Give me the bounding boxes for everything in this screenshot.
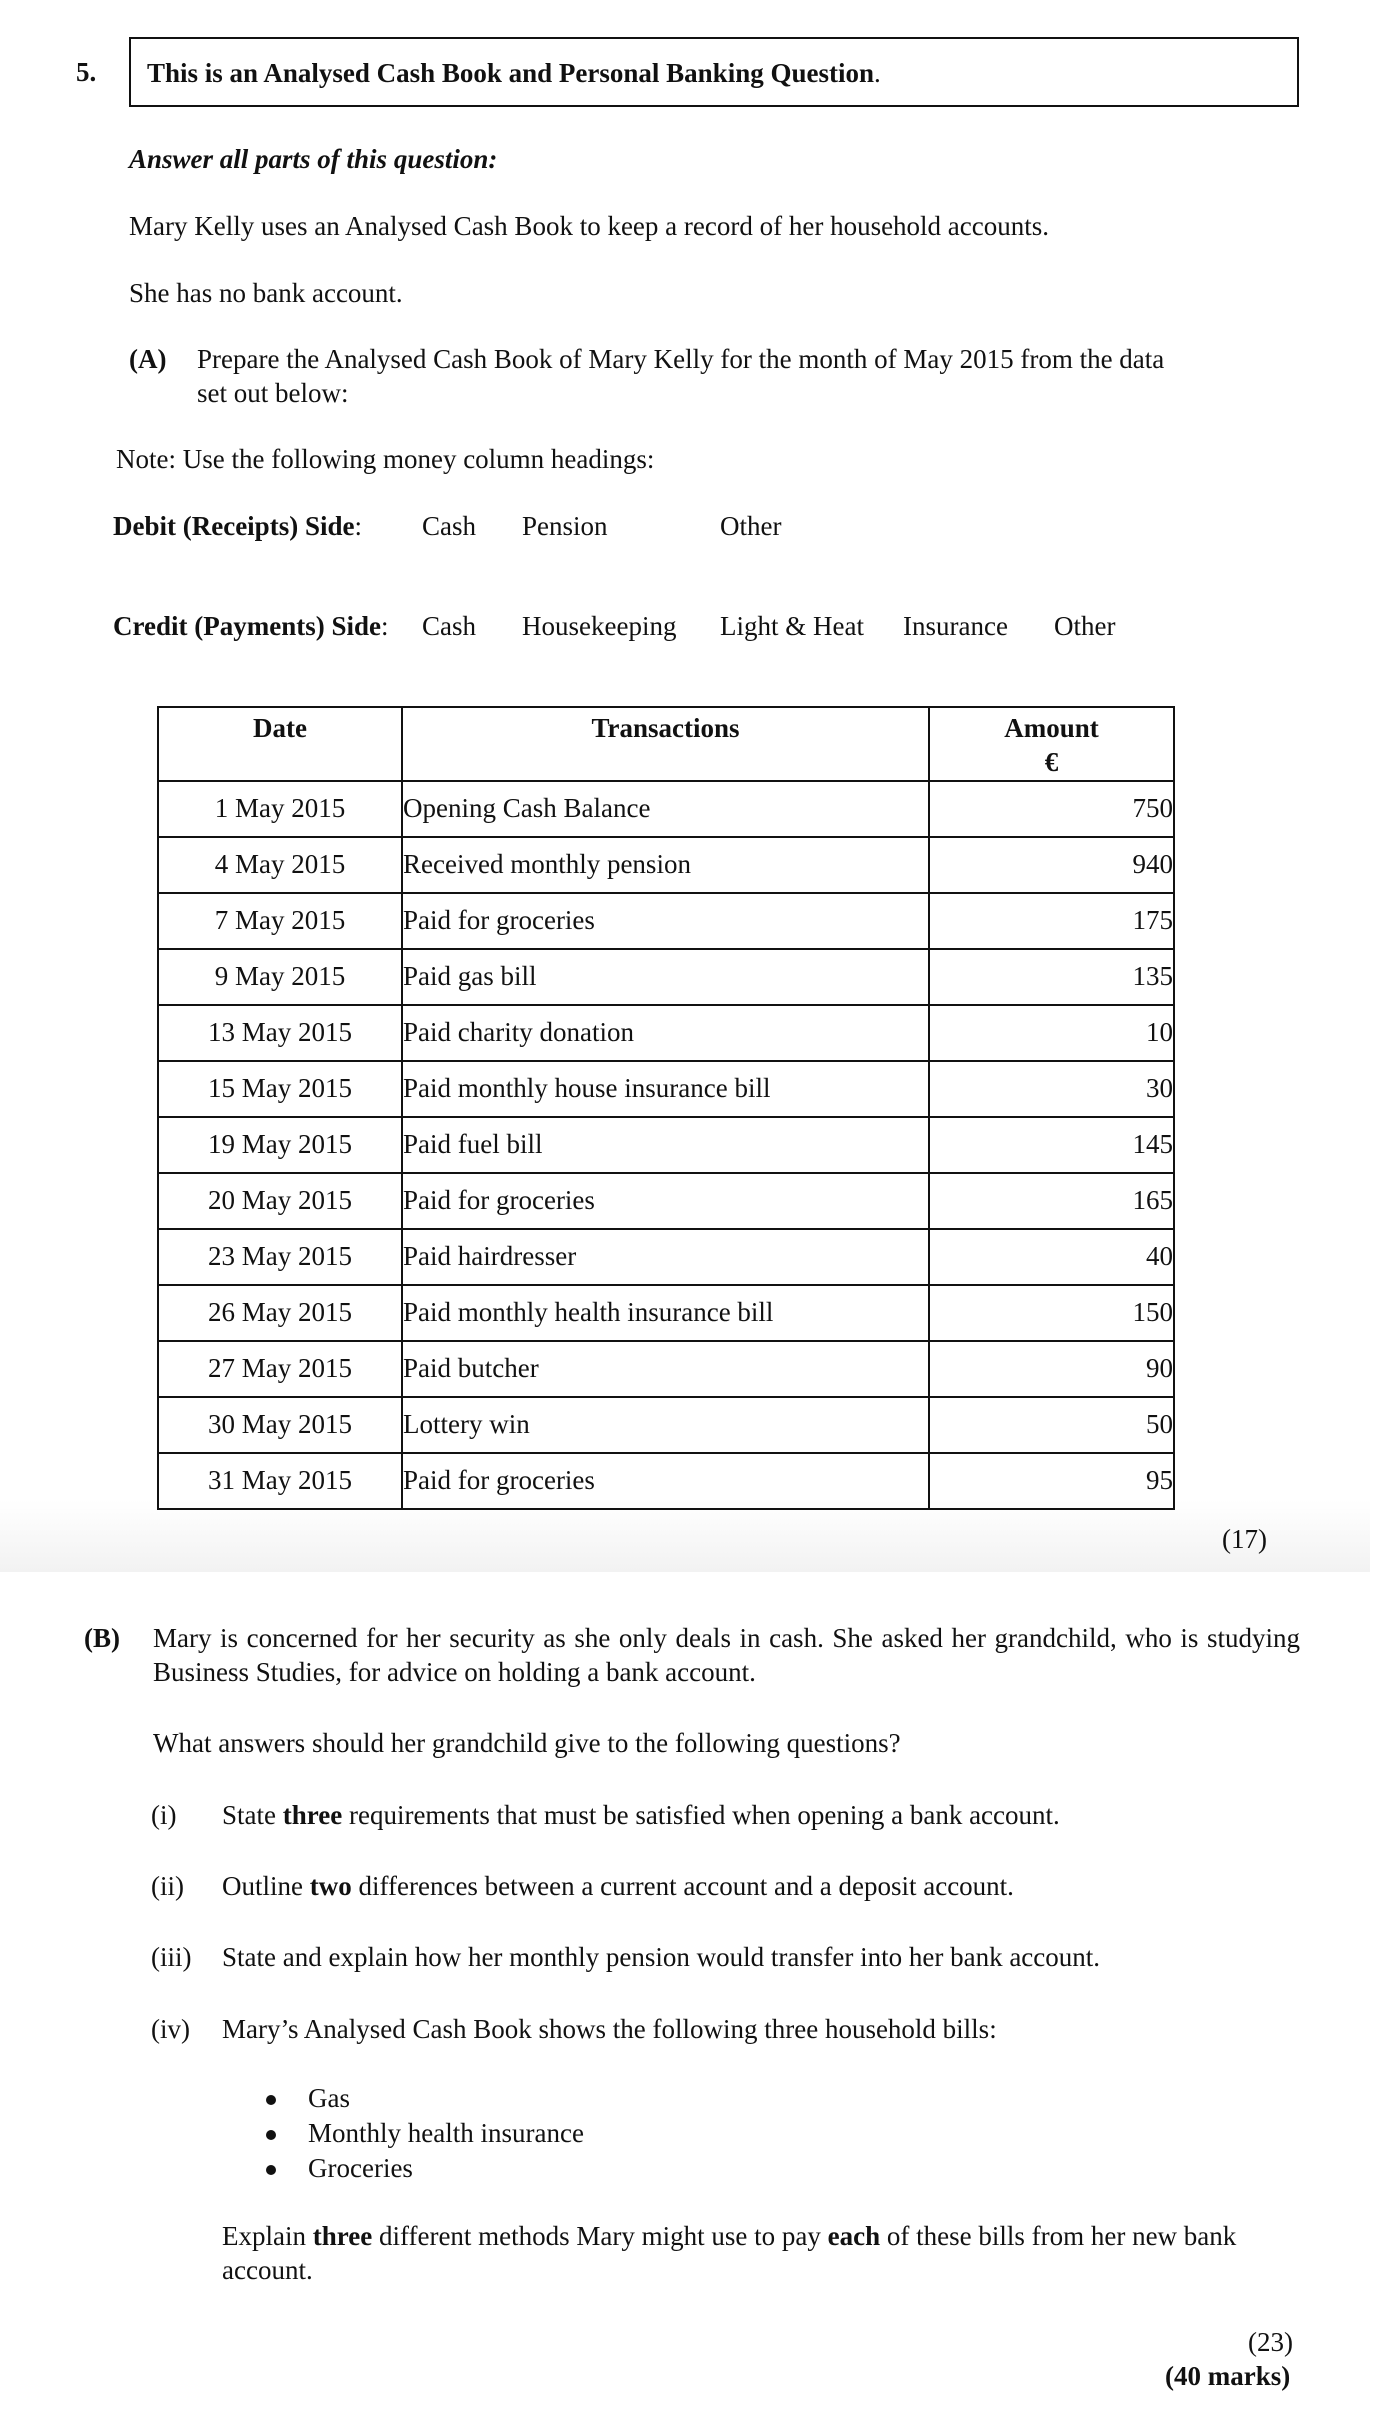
table-row: [158, 1397, 1174, 1453]
table-row: [158, 781, 1174, 837]
row-transaction: Paid for groceries: [402, 1453, 929, 1509]
table-row: [158, 1061, 1174, 1117]
explain-mid: different methods Mary might use to pay: [372, 2221, 828, 2251]
row-transaction: Paid hairdresser: [402, 1229, 929, 1285]
part-a-marks: (17): [1222, 1524, 1267, 1554]
table-row: [158, 949, 1174, 1005]
row-date: 7 May 2015: [158, 893, 402, 949]
header-amount-label: Amount: [1004, 713, 1099, 743]
debit-side-colon: :: [354, 511, 362, 541]
question-i-label: (i): [151, 1800, 177, 1830]
row-transaction: Paid for groceries: [402, 1173, 929, 1229]
part-b-marks: (23): [1248, 2327, 1293, 2357]
header-date: Date: [158, 707, 402, 781]
row-transaction: Lottery win: [402, 1397, 929, 1453]
row-date: 30 May 2015: [158, 1397, 402, 1453]
part-a-label: (A): [129, 344, 167, 374]
row-amount: 940: [929, 837, 1174, 893]
question-i-emphasis: three: [282, 1800, 343, 1830]
intro-paragraph-1: Mary Kelly uses an Analysed Cash Book to keep a record of her household accounts.: [129, 211, 1050, 241]
row-date: 13 May 2015: [158, 1005, 402, 1061]
row-transaction: Received monthly pension: [402, 837, 929, 893]
total-marks: (40 marks): [1165, 2361, 1291, 2391]
instruction-text: Answer all parts of this question: [129, 144, 489, 174]
table-row: [158, 1173, 1174, 1229]
table-row: [158, 893, 1174, 949]
credit-column-housekeeping: Housekeeping: [522, 611, 677, 641]
row-amount: 95: [929, 1453, 1174, 1509]
transactions-table: [157, 706, 1175, 1510]
credit-side-label: [113, 610, 389, 644]
row-amount: 175: [929, 893, 1174, 949]
row-amount: 165: [929, 1173, 1174, 1229]
part-b-question-intro: What answers should her grandchild give to the following questions?: [153, 1728, 901, 1758]
table-row: [158, 1285, 1174, 1341]
credit-column-cash: Cash: [422, 611, 476, 641]
table-row: [158, 1229, 1174, 1285]
instruction: [129, 143, 497, 177]
row-amount: 145: [929, 1117, 1174, 1173]
question-ii-label: (ii): [151, 1871, 184, 1901]
question-iv-label: (iv): [151, 2014, 190, 2044]
row-date: 19 May 2015: [158, 1117, 402, 1173]
row-date: 15 May 2015: [158, 1061, 402, 1117]
row-transaction: Paid for groceries: [402, 893, 929, 949]
explain-pre: Explain: [222, 2221, 313, 2251]
part-b-text: Mary is concerned for her security as she only deals in cash. She asked her grandchild, who is studying Business Studies, for advice on holding a bank account.: [153, 1623, 1300, 1687]
row-date: 20 May 2015: [158, 1173, 402, 1229]
debit-column-cash: Cash: [422, 511, 476, 541]
explain-emphasis-each: each: [827, 2221, 881, 2251]
question-i-text: [222, 1799, 1060, 1833]
table-row: [158, 1005, 1174, 1061]
table-row: [158, 837, 1174, 893]
table-row: [158, 1341, 1174, 1397]
part-b-label: (B): [84, 1623, 120, 1653]
credit-side-label-text: Credit (Payments) Side: [113, 611, 381, 641]
question-i-post: requirements that must be satisfied when opening a bank account.: [342, 1800, 1060, 1830]
row-amount: 135: [929, 949, 1174, 1005]
credit-side-colon: :: [380, 611, 389, 641]
row-date: 31 May 2015: [158, 1453, 402, 1509]
credit-column-insurance: Insurance: [903, 611, 1008, 641]
row-amount: 50: [929, 1397, 1174, 1453]
question-i-pre: State: [222, 1800, 283, 1830]
question-number: 5.: [76, 57, 97, 87]
list-item: Monthly health insurance: [262, 2117, 584, 2152]
header-transactions: Transactions: [402, 707, 929, 781]
row-date: 26 May 2015: [158, 1285, 402, 1341]
row-date: 4 May 2015: [158, 837, 402, 893]
debit-column-pension: Pension: [522, 511, 608, 541]
row-transaction: Paid monthly health insurance bill: [402, 1285, 929, 1341]
household-bills-list: [262, 2082, 584, 2187]
row-transaction: Paid butcher: [402, 1341, 929, 1397]
row-amount: 90: [929, 1341, 1174, 1397]
list-item: Groceries: [262, 2152, 584, 2187]
question-ii-post: differences between a current account and a deposit account.: [351, 1871, 1014, 1901]
table-row: [158, 1453, 1174, 1509]
row-date: 1 May 2015: [158, 781, 402, 837]
row-amount: 30: [929, 1061, 1174, 1117]
question-iv-text: Mary’s Analysed Cash Book shows the following three household bills:: [222, 2014, 997, 2044]
credit-column-other: Other: [1054, 611, 1116, 641]
question-iii-text: State and explain how her monthly pension would transfer into her bank account.: [222, 1942, 1101, 1972]
question-ii-emphasis: two: [309, 1871, 352, 1901]
row-transaction: Paid monthly house insurance bill: [402, 1061, 929, 1117]
question-title: [147, 57, 881, 91]
column-headings-note: Note: Use the following money column headings:: [116, 444, 655, 474]
row-amount: 40: [929, 1229, 1174, 1285]
explain-post: of these bills from her new bank account.: [222, 2221, 1237, 2285]
question-iii-label: (iii): [151, 1942, 192, 1972]
debit-side-label: [113, 510, 362, 544]
debit-side-label-text: Debit (Receipts) Side: [113, 511, 355, 541]
row-date: 27 May 2015: [158, 1341, 402, 1397]
question-ii-pre: Outline: [222, 1871, 310, 1901]
credit-column-light-heat: Light & Heat: [720, 611, 864, 641]
explain-methods-text: [222, 2220, 1292, 2288]
question-ii-text: [222, 1870, 1014, 1904]
row-transaction: Opening Cash Balance: [402, 781, 929, 837]
list-item: Gas: [262, 2082, 584, 2117]
row-amount: 150: [929, 1285, 1174, 1341]
table-row: [158, 1117, 1174, 1173]
intro-paragraph-2: She has no bank account.: [129, 278, 403, 308]
row-amount: 10: [929, 1005, 1174, 1061]
row-amount: 750: [929, 781, 1174, 837]
explain-emphasis-three: three: [312, 2221, 373, 2251]
question-title-period: .: [873, 58, 881, 88]
row-transaction: Paid charity donation: [402, 1005, 929, 1061]
header-amount: [929, 707, 1174, 781]
row-date: 23 May 2015: [158, 1229, 402, 1285]
debit-column-other: Other: [720, 511, 782, 541]
instruction-colon: :: [488, 144, 498, 174]
question-title-box: [129, 37, 1299, 107]
question-title-text: This is an Analysed Cash Book and Personal Banking Question: [147, 58, 874, 88]
header-currency: €: [1044, 746, 1059, 777]
part-a-text: Prepare the Analysed Cash Book of Mary Kelly for the month of May 2015 from the data set out below:: [197, 344, 1165, 408]
row-transaction: Paid fuel bill: [402, 1117, 929, 1173]
row-transaction: Paid gas bill: [402, 949, 929, 1005]
row-date: 9 May 2015: [158, 949, 402, 1005]
table-header-row: [158, 707, 1174, 781]
